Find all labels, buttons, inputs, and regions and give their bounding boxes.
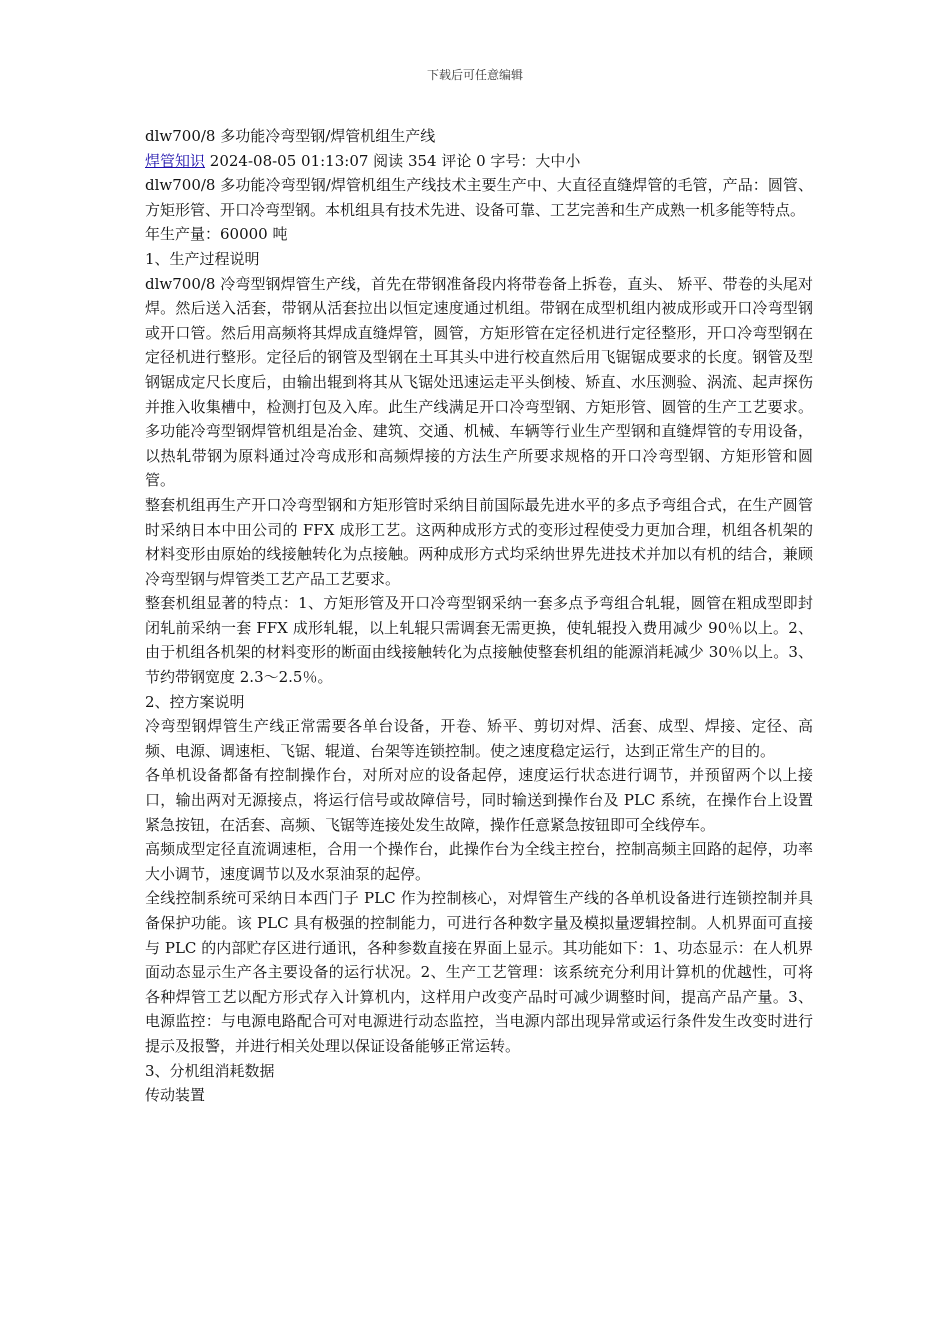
paragraph-process: dlw700/8 冷弯型钢焊管生产线，首先在带钢准备段内将带卷备上拆卷，直头、 矫平、带卷的头尾对焊。然后送入活套，带钢从活套拉出以恒定速度通过机组。带钢在成型机组内被成形或开口冷弯型钢或开口管。然后用高频将其焊成直缝焊管，圆管，方矩形管在定径机进行定径整形，开口冷弯型钢在定径机进行整形。定径后的钢管及型钢在土耳其头中进行校直然后用飞锯锯成要求的长度。钢管及型钢锯成定尺长度后，由输出辊到将其从飞锯处迅速运走平头倒棱、矫直、水压测验、涡流、起声探伤并推入收集槽中，检测打包及入库。此生产线满足开口冷弯型钢、方矩形管、圆管的生产工艺要求。多功能冷弯型钢焊管机组是冶金、建筑、交通、机械、车辆等行业生产型钢和直缝焊管的专用设备，以热轧带钢为原料通过冷弯成形和高频焊接的方法生产所要求规格的开口冷弯型钢、方矩形管和圆管。 [145,274,813,490]
paragraph-operator-console: 各单机设备都备有控制操作台，对所对应的设备起停，速度运行状态进行调节，并预留两个以上接口，输出两对无源接点，将运行信号或故障信号，同时输送到操作台及 PLC 系统，在操作台上设置紧急按钮，在活套、高频、飞锯等连接处发生故障，操作任意紧急按钮即可全线停车。 [145,766,813,834]
paragraph-annual-output: 年生产量：60000 吨 [145,225,288,244]
article-title: dlw700/8 多功能冷弯型钢/焊管机组生产线 [145,127,436,145]
paragraph-main-console: 高频成型定径直流调速柜，合用一个操作台，此操作台为全线主控台，控制高频主回路的起停，功率大小调节，速度调节以及水泵油泵的起停。 [145,840,813,883]
meta-info: 2024-08-05 01:13:07 阅读 354 评论 0 字号：大中小 [205,151,581,170]
article-meta [145,149,813,174]
section-heading-3: 3、分机组消耗数据 [145,1061,275,1080]
category-link[interactable]: 焊管知识 [145,151,206,170]
article-body [145,124,813,1108]
section-heading-1: 1、生产过程说明 [145,249,260,268]
paragraph-intro: dlw700/8 多功能冷弯型钢/焊管机组生产线技术主要生产中、大直径直缝焊管的毛管，产品：圆管、方矩形管、开口冷弯型钢。本机组具有技术先进、设备可靠、工艺完善和生产成熟一机多能等特点。 [145,176,813,219]
paragraph-plc: 全线控制系统可采纳日本西门子 PLC 作为控制核心，对焊管生产线的各单机设备进行连锁控制并具备保护功能。该 PLC 具有极强的控制能力，可进行各种数字量及模拟量逻辑控制。人机界面可直接与 PLC 的内部贮存区进行通讯，各种参数直接在界面上显示。其功能如下：1、功态显示：在人机界面动态显示生产各主要设备的运行状况。2、生产工艺管理：该系统充分利用计算机的优越性，可将各种焊管工艺以配方形式存入计算机内，这样用户改变产品时可减少调整时间，提高产品产量。3、电源监控：与电源电路配合可对电源进行动态监控，当电源内部出现异常或运行条件发生改变时进行提示及报警，并进行相关处理以保证设备能够正常运转。 [145,889,813,1055]
paragraph-drive: 传动装置 [145,1086,206,1105]
paragraph-features: 整套机组显著的特点：1、方矩形管及开口冷弯型钢采纳一套多点予弯组合轧辊，圆管在粗成型即封闭轧前采纳一套 FFX 成形轧辊，以上轧辊只需调套无需更换，使轧辊投入费用减少 90％以上。2、由于机组各机架的材料变形的断面由线接触转化为点接触使整套机组的能源消耗减少 30％以上。3、节约带钢宽度 2.3～2.5％。 [145,594,813,687]
paragraph-interlock: 冷弯型钢焊管生产线正常需要各单台设备，开卷、矫平、剪切对焊、活套、成型、焊接、定径、高频、电源、调速柜、飞锯、辊道、台架等连锁控制。使之速度稳定运行，达到正常生产的目的。 [145,717,813,760]
header-note: 下载后可任意编辑 [426,68,523,82]
section-heading-2: 2、控方案说明 [145,692,245,711]
paragraph-forming: 整套机组再生产开口冷弯型钢和方矩形管时采纳目前国际最先进水平的多点予弯组合式，在生产圆管时采纳日本中田公司的 FFX 成形工艺。这两种成形方式的变形过程使受力更加合理，机组各机架的材料变形由原始的线接触转化为点接触。两种成形方式均采纳世界先进技术并加以有机的结合，兼顾冷弯型钢与焊管类工艺产品工艺要求。 [145,495,813,588]
